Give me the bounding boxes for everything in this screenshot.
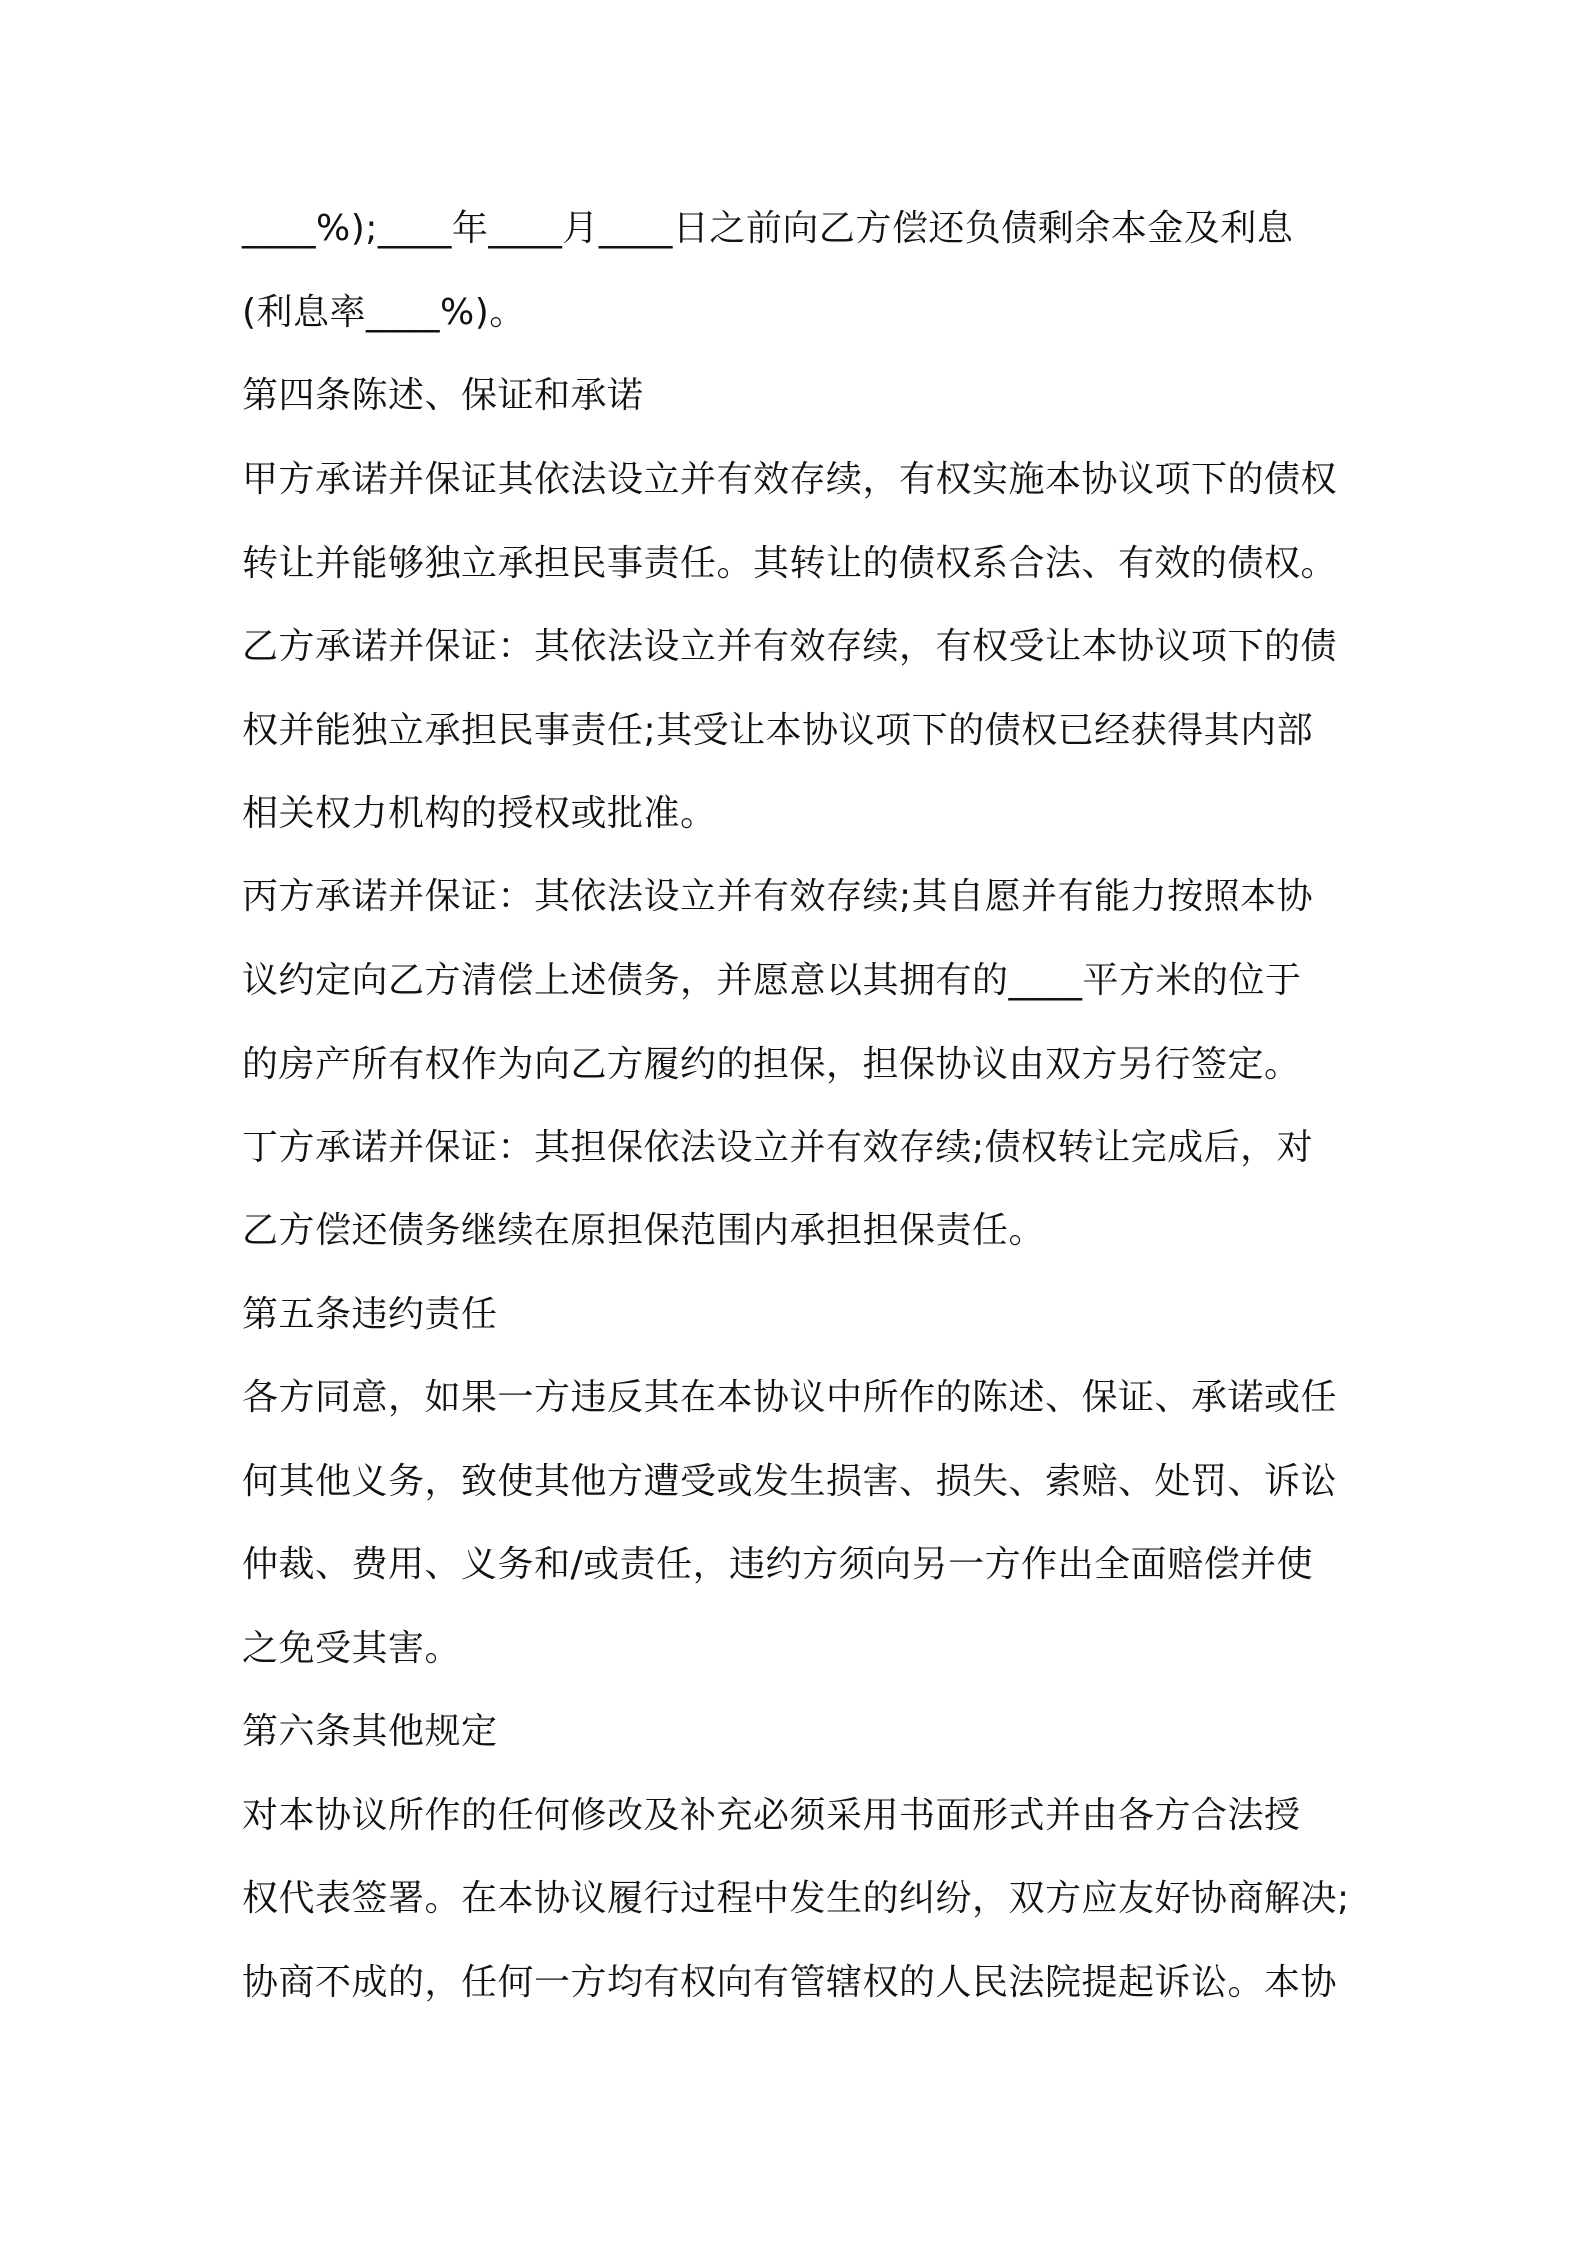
text-line: ____%);____年____月____日之前向乙方偿还负债剩余本金及利息 [242, 208, 1294, 249]
text-line: 仲裁、费用、义务和/或责任，违约方须向另一方作出全面赔偿并使 [242, 1544, 1314, 1585]
text-line: 乙方偿还债务继续在原担保范围内承担担保责任。 [242, 1210, 1046, 1251]
text-line: 权代表签署。在本协议履行过程中发生的纠纷，双方应友好协商解决; [242, 1878, 1350, 1919]
text-line: (利息率____%)。 [242, 292, 526, 333]
text-line: 之免受其害。 [242, 1628, 462, 1669]
text-line: 丙方承诺并保证：其依法设立并有效存续;其自愿并有能力按照本协 [242, 876, 1314, 917]
section-heading: 第五条违约责任 [242, 1294, 498, 1335]
text-line: 权并能独立承担民事责任;其受让本协议项下的债权已经获得其内部 [242, 710, 1314, 751]
section-heading: 第四条陈述、保证和承诺 [242, 375, 644, 416]
text-line: 乙方承诺并保证：其依法设立并有效存续，有权受让本协议项下的债 [242, 626, 1338, 667]
text-line: 甲方承诺并保证其依法设立并有效存续，有权实施本协议项下的债权 [242, 459, 1338, 500]
text-line: 议约定向乙方清偿上述债务，并愿意以其拥有的____平方米的位于 [242, 960, 1302, 1001]
section-heading: 第六条其他规定 [242, 1711, 498, 1752]
text-line: 对本协议所作的任何修改及补充必须采用书面形式并由各方合法授 [242, 1795, 1301, 1836]
text-line: 的房产所有权作为向乙方履约的担保，担保协议由双方另行签定。 [242, 1044, 1301, 1085]
text-line: 何其他义务，致使其他方遭受或发生损害、损失、索赔、处罚、诉讼 [242, 1461, 1338, 1502]
text-line: 丁方承诺并保证：其担保依法设立并有效存续;债权转让完成后，对 [242, 1127, 1314, 1168]
text-line: 相关权力机构的授权或批准。 [242, 793, 717, 834]
text-line: 各方同意，如果一方违反其在本协议中所作的陈述、保证、承诺或任 [242, 1377, 1338, 1418]
text-line: 协商不成的，任何一方均有权向有管辖权的人民法院提起诉讼。本协 [242, 1962, 1338, 2003]
text-line: 转让并能够独立承担民事责任。其转让的债权系合法、有效的债权。 [242, 543, 1338, 584]
